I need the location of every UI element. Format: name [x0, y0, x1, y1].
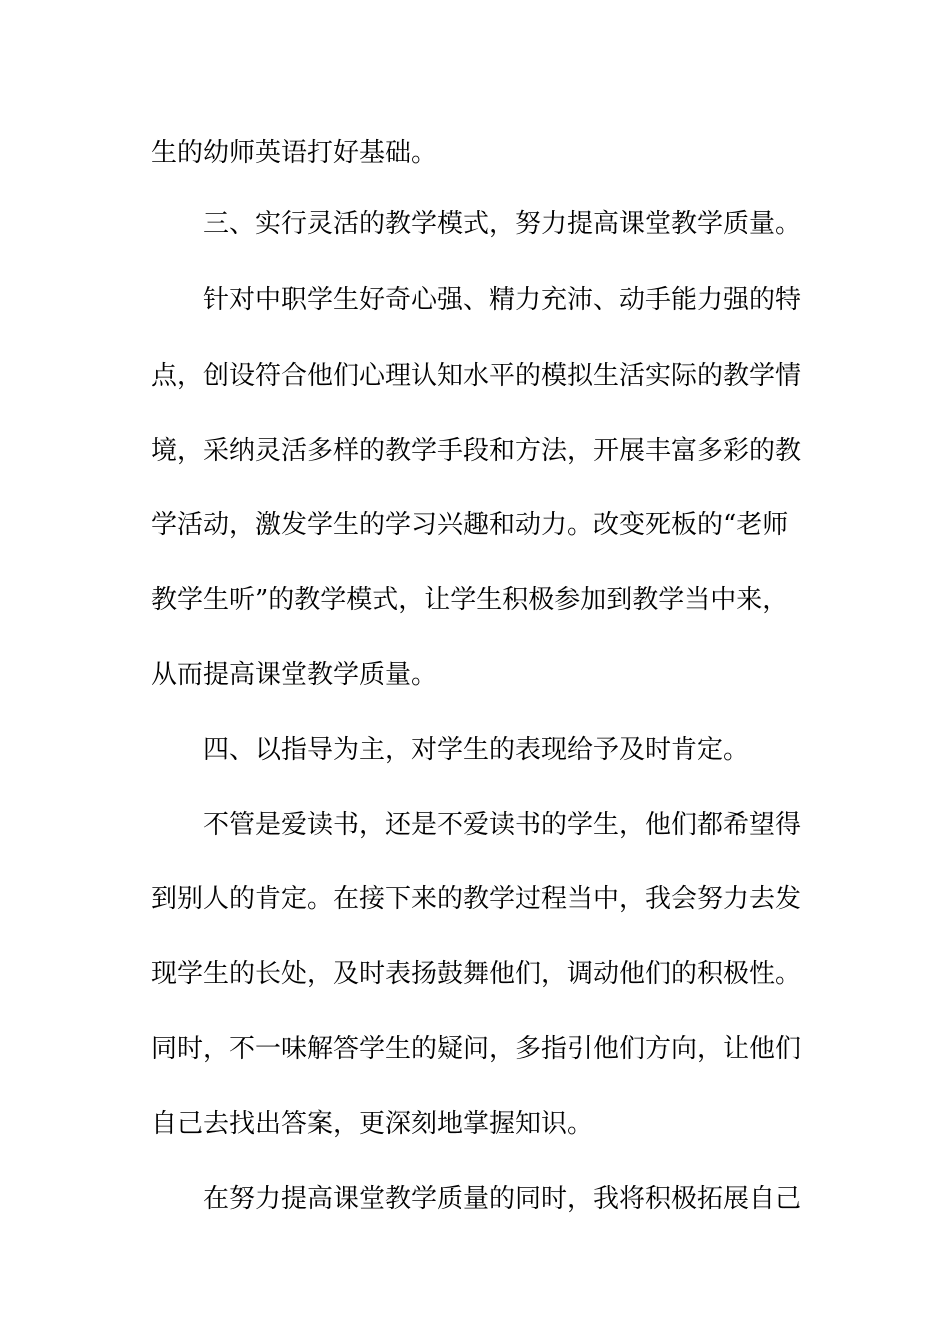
text-line: 教学生听”的教学模式，让学生积极参加到教学当中来，	[151, 585, 789, 615]
text-line: 同时，不一味解答学生的疑问，多指引他们方向，让他们	[151, 1034, 802, 1064]
text-line: 不管是爱读书，还是不爱读书的学生，他们都希望得	[203, 810, 802, 840]
text-line: 自己去找出答案，更深刻地掌握知识。	[151, 1109, 594, 1139]
text-line: 针对中职学生好奇心强、精力充沛、动手能力强的特	[203, 285, 802, 315]
text-line: 现学生的长处，及时表扬鼓舞他们，调动他们的积极性。	[151, 959, 802, 989]
text-line: 从而提高课堂教学质量。	[151, 660, 438, 690]
text-line: 境，采纳灵活多样的教学手段和方法，开展丰富多彩的教	[151, 436, 802, 466]
text-line: 学活动，激发学生的学习兴趣和动力。改变死板的“老师	[151, 510, 789, 540]
text-line: 点，创设符合他们心理认知水平的模拟生活实际的教学情	[151, 361, 802, 391]
text-line: 在努力提高课堂教学质量的同时，我将积极拓展自己	[203, 1184, 802, 1214]
section-heading: 四、以指导为主，对学生的表现给予及时肯定。	[203, 735, 750, 765]
section-heading: 三、实行灵活的教学模式，努力提高课堂教学质量。	[203, 209, 802, 239]
text-line: 生的幼师英语打好基础。	[151, 138, 438, 168]
text-line: 到别人的肯定。在接下来的教学过程当中，我会努力去发	[151, 884, 802, 914]
